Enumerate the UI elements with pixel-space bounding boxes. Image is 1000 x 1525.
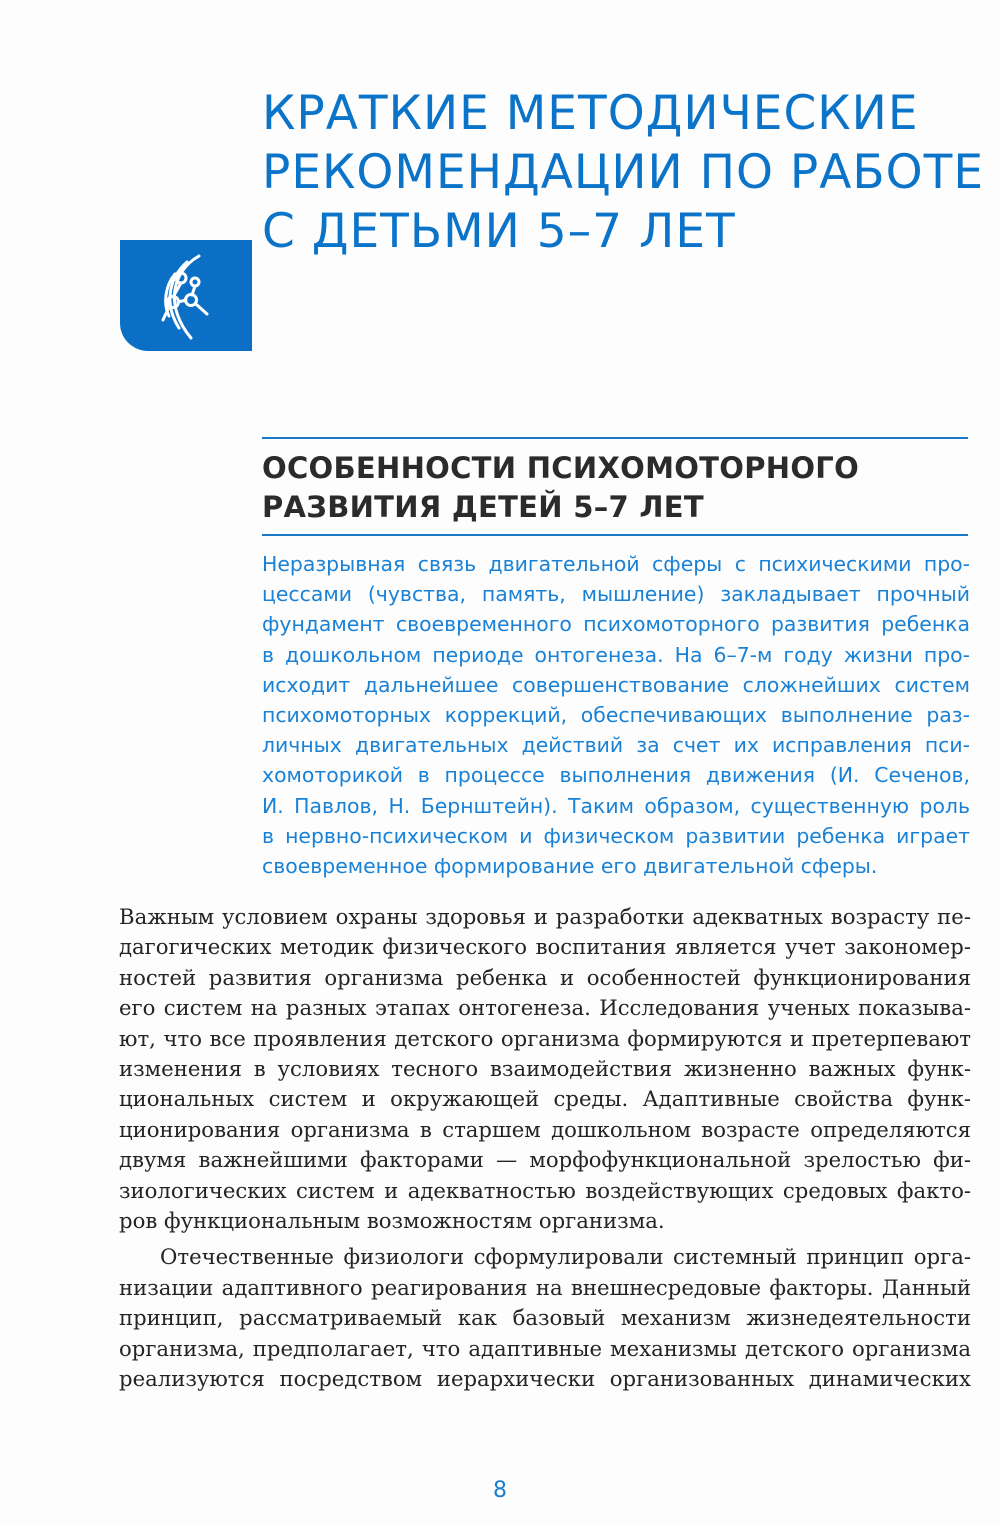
lead-line: фундамент своевременного психомоторного развития ребенка — [262, 612, 970, 637]
body-line: Важным условием охраны здоровья и разработки адекватных возрасту пе- — [119, 904, 971, 929]
chapter-title-line: КРАТКИЕ МЕТОДИЧЕСКИЕ — [262, 86, 919, 141]
lead-line: исходит дальнейшее совершенствование сложнейших систем — [262, 672, 970, 697]
lead-line: в дошкольном периоде онтогенеза. На 6–7-м году жизни про- — [262, 642, 970, 667]
body-line: его систем на разных этапах онтогенеза. Исследования ученых показыва- — [119, 995, 971, 1021]
lead-paragraph — [262, 549, 970, 881]
body-line: ционирования организма в старшем дошкольном возрасте определяются — [119, 1116, 971, 1142]
lead-line: цессами (чувства, память, мышление) закладывает прочный — [262, 582, 970, 607]
body-line: ют, что все проявления детского организма формируются и претерпевают — [119, 1025, 971, 1051]
body-line: реализуются посредством иерархически организованных динамических — [119, 1366, 971, 1392]
body-line: двумя важнейшими факторами — морфофункциональной зрелостью фи- — [119, 1147, 971, 1173]
section-title — [262, 449, 968, 527]
section-divider-top — [262, 437, 968, 439]
lead-line: И. Павлов, Н. Бернштейн). Таким образом, существенную роль — [262, 793, 970, 818]
body-line: циональных систем и окружающей среды. Адаптивные свойства функ- — [119, 1086, 971, 1112]
body-line: дагогических методик физического воспитания является учет закономер- — [119, 934, 971, 960]
body-line: Отечественные физиологи сформулировали системный принцип орга- — [160, 1244, 971, 1270]
chapter-badge — [120, 240, 252, 351]
chapter-title-line: РЕКОМЕНДАЦИИ ПО РАБОТЕ — [262, 145, 985, 200]
body-paragraph-2 — [119, 1242, 971, 1394]
lead-line: психомоторных коррекций, обеспечивающих выполнение раз- — [262, 703, 970, 728]
lead-line: в нервно-психическом и физическом развитии ребенка играет — [262, 823, 970, 848]
section-title-line: РАЗВИТИЯ ДЕТЕЙ 5–7 ЛЕТ — [262, 490, 704, 524]
lead-line: своевременное формирование его двигательной сферы. — [262, 854, 878, 879]
body-line: организма, предполагает, что адаптивные механизмы детского организма — [119, 1335, 971, 1361]
body-line: изменения в условиях тесного взаимодействия жизненно важных функ- — [119, 1056, 971, 1082]
body-line: принцип, рассматриваемый как базовый механизм жизнедеятельности — [119, 1305, 971, 1331]
neuron-wave-icon — [151, 252, 221, 340]
lead-line: хомоторикой в процессе выполнения движения (И. Сеченов, — [262, 763, 970, 788]
body-line: ностей развития организма ребенка и особенностей функционирования — [119, 964, 971, 990]
body-paragraph-1 — [119, 902, 971, 1236]
chapter-title — [262, 84, 985, 261]
body-text — [119, 902, 971, 1395]
lead-line: Неразрывная связь двигательной сферы с психическими про- — [262, 552, 970, 576]
body-line: ров функциональным возможностям организма. — [119, 1208, 665, 1234]
section-title-line: ОСОБЕННОСТИ ПСИХОМОТОРНОГО — [262, 451, 860, 485]
lead-line: личных двигательных действий за счет их исправления пси- — [262, 733, 970, 758]
section-divider-bottom — [262, 534, 968, 536]
page-number: 8 — [493, 1478, 507, 1503]
body-line: зиологических систем и адекватностью воздействующих средовых факто- — [119, 1177, 971, 1203]
chapter-title-line: С ДЕТЬМИ 5–7 ЛЕТ — [262, 204, 736, 259]
body-line: низации адаптивного реагирования на внешнесредовые факторы. Данный — [119, 1274, 971, 1300]
